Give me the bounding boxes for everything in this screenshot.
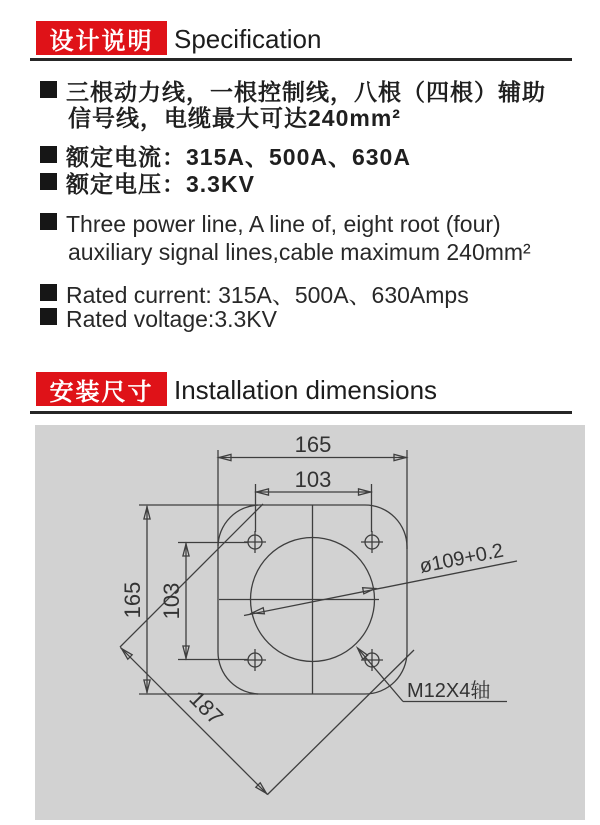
spec-item-cn-lines-cont (40, 100, 600, 133)
center-bore-label: ø109+0.2 (417, 539, 506, 578)
spec-item-text: 三根动力线，一根控制线，八根（四根）辅助 (66, 79, 546, 105)
spec-item-text: auxiliary signal lines,cable maximum 240mm² (68, 239, 531, 265)
installation-title: Installation dimensions (174, 375, 438, 405)
bullet-square-icon (40, 81, 57, 98)
bullet-square-icon (40, 308, 57, 325)
spec-item-cn-voltage (40, 166, 580, 199)
dim-outer-width-label: 165 (294, 432, 332, 457)
bullet-square-icon (40, 173, 57, 190)
spec-item-en-voltage (40, 306, 580, 333)
spec-item-text: Three power line, A line of, eight root (four) (66, 211, 501, 237)
bullet-square-icon (40, 213, 57, 230)
bullet-square-icon (40, 146, 57, 163)
spec-item-en-lines-cont (40, 239, 600, 266)
dim-outer-height-label: 165 (120, 581, 145, 619)
dim-hole-spacing-h-label: 103 (294, 467, 332, 492)
design-notes-badge-label: 设计说明 (49, 27, 154, 55)
specification-title: Specification (174, 24, 322, 54)
spec-item-en-lines (40, 211, 580, 238)
section-divider-top (30, 58, 572, 61)
drawing-panel (35, 425, 585, 820)
dim-hole-spacing-v-label: 103 (159, 582, 184, 620)
mounting-bolt-label: M12X4轴 (407, 680, 491, 702)
spec-item-text: 额定电压：3.3KV (66, 171, 255, 197)
spec-item-text: Rated current: 315A、500A、630Amps (66, 282, 469, 308)
design-notes-badge (36, 21, 167, 55)
spec-item-text: 信号线，电缆最大可达240mm² (68, 105, 401, 131)
spec-item-text: 额定电流：315A、500A、630A (66, 144, 411, 170)
installation-badge-label: 安装尺寸 (49, 378, 154, 406)
spec-item-text: Rated voltage:3.3KV (66, 306, 277, 332)
bullet-square-icon (40, 284, 57, 301)
dim-diagonal-edge-label: 187 (184, 685, 229, 730)
section-divider-bottom (30, 411, 572, 414)
installation-badge (36, 372, 167, 406)
